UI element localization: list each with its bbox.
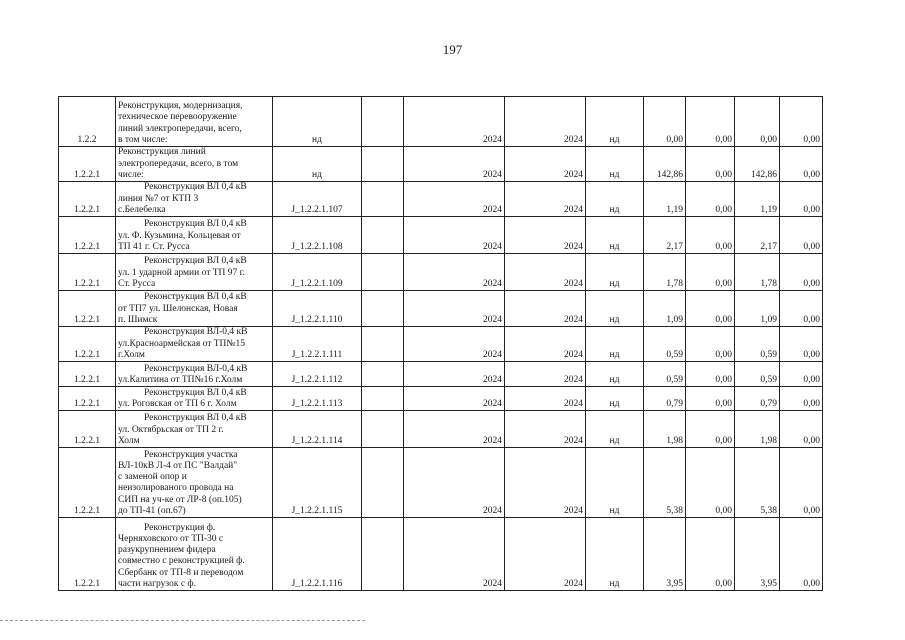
value-cell: 0,00 <box>780 362 823 387</box>
table-row <box>59 182 823 217</box>
description-line: ул. Октябрьская от ТП 2 г. <box>118 424 224 435</box>
empty-cell <box>362 97 404 147</box>
description-line: ул. 1 ударной армии от ТП 97 г. <box>118 267 245 278</box>
value-cell: 1,98 <box>644 411 686 448</box>
table-row <box>59 97 823 147</box>
value-cell: 0,79 <box>735 387 780 411</box>
value-cell: 0,00 <box>644 97 686 147</box>
value-cell: 0,00 <box>780 291 823 327</box>
value-cell: 0,00 <box>686 387 735 411</box>
value-cell: 0,00 <box>686 254 735 291</box>
description-line: с заменой опор и <box>118 472 187 483</box>
indicator-cell: нд <box>586 97 644 147</box>
table-row <box>59 327 823 362</box>
table-row <box>59 387 823 411</box>
value-cell: 0,59 <box>644 327 686 362</box>
table-row <box>59 217 823 254</box>
empty-cell <box>362 254 404 291</box>
table-row <box>59 448 823 518</box>
indicator-cell: нд <box>586 448 644 518</box>
description-line: Реконструкция ф. <box>144 522 216 533</box>
description-line: совместно с реконструкцией ф. <box>118 556 245 567</box>
description-line: ВЛ-10кВ Л-4 от ПС "Валдай" <box>118 460 238 471</box>
start-year-cell: 2024 <box>404 182 505 217</box>
description-cell <box>116 448 273 518</box>
row-number-cell: 1.2.2.1 <box>59 291 116 327</box>
description-cell <box>116 217 273 254</box>
row-number-cell: 1.2.2.1 <box>59 182 116 217</box>
description-line: в том числе: <box>118 134 168 145</box>
description-cell <box>116 362 273 387</box>
end-year-cell: 2024 <box>505 291 586 327</box>
description-line: ул. Роговская от ТП 6 г. Холм <box>118 398 237 409</box>
value-cell: 0,00 <box>686 147 735 182</box>
table-row <box>59 291 823 327</box>
description-line: Сбербанк от ТП-8 и переводом <box>118 567 244 578</box>
table-body <box>59 97 823 591</box>
description-line: Реконструкция участка <box>144 449 238 460</box>
project-code-cell: J_1.2.2.1.108 <box>273 217 362 254</box>
indicator-cell: нд <box>586 291 644 327</box>
footer-scan-line <box>0 620 365 622</box>
description-line: Реконструкция ВЛ 0,4 кВ <box>144 182 247 193</box>
value-cell: 0,00 <box>686 182 735 217</box>
value-cell: 0,00 <box>780 217 823 254</box>
end-year-cell: 2024 <box>505 411 586 448</box>
empty-cell <box>362 362 404 387</box>
description-line: разукрупнением фидера <box>118 545 216 556</box>
start-year-cell: 2024 <box>404 362 505 387</box>
project-code-cell: нд <box>273 97 362 147</box>
table-row <box>59 518 823 591</box>
table-row <box>59 147 823 182</box>
indicator-cell: нд <box>586 411 644 448</box>
row-number-cell: 1.2.2.1 <box>59 518 116 591</box>
project-code-cell: J_1.2.2.1.110 <box>273 291 362 327</box>
description-cell <box>116 182 273 217</box>
row-number-cell: 1.2.2.1 <box>59 448 116 518</box>
start-year-cell: 2024 <box>404 518 505 591</box>
description-line: Черняховского от ТП-30 с <box>118 533 224 544</box>
row-number-cell: 1.2.2 <box>59 97 116 147</box>
end-year-cell: 2024 <box>505 254 586 291</box>
row-number-cell: 1.2.2.1 <box>59 254 116 291</box>
description-line: Холм <box>118 435 140 446</box>
end-year-cell: 2024 <box>505 518 586 591</box>
description-line: ул. Ф. Кузьмина, Кольцевая от <box>118 230 241 241</box>
value-cell: 0,00 <box>780 411 823 448</box>
value-cell: 0,00 <box>686 411 735 448</box>
row-number-cell: 1.2.2.1 <box>59 362 116 387</box>
value-cell: 2,17 <box>644 217 686 254</box>
description-cell <box>116 291 273 327</box>
indicator-cell: нд <box>586 327 644 362</box>
value-cell: 0,00 <box>686 97 735 147</box>
indicator-cell: нд <box>586 147 644 182</box>
value-cell: 0,00 <box>780 254 823 291</box>
value-cell: 3,95 <box>735 518 780 591</box>
description-line: Реконструкция ВЛ 0,4 кВ <box>144 256 247 267</box>
description-cell <box>116 97 273 147</box>
description-line: с.Белебелка <box>118 204 166 215</box>
value-cell: 0,00 <box>686 327 735 362</box>
table-row <box>59 254 823 291</box>
empty-cell <box>362 448 404 518</box>
start-year-cell: 2024 <box>404 147 505 182</box>
description-line: Реконструкция, модернизация, <box>118 101 243 112</box>
end-year-cell: 2024 <box>505 327 586 362</box>
description-line: электропередачи, всего, в том <box>118 158 239 169</box>
project-code-cell: J_1.2.2.1.112 <box>273 362 362 387</box>
description-cell <box>116 387 273 411</box>
empty-cell <box>362 217 404 254</box>
empty-cell <box>362 518 404 591</box>
description-cell <box>116 411 273 448</box>
description-line: линия №7 от КТП 3 <box>118 193 199 204</box>
description-line: г.Холм <box>118 349 145 360</box>
description-line: части нагрузок с ф. <box>118 578 196 589</box>
value-cell: 0,00 <box>780 518 823 591</box>
project-code-cell: J_1.2.2.1.116 <box>273 518 362 591</box>
description-line: СИП на уч-ке от ЛР-8 (оп.105) <box>118 494 242 505</box>
project-code-cell: J_1.2.2.1.114 <box>273 411 362 448</box>
empty-cell <box>362 327 404 362</box>
description-line: техническое перевооружение <box>118 112 237 123</box>
start-year-cell: 2024 <box>404 448 505 518</box>
description-line: ул.Красноармейская от ТП№15 <box>118 338 245 349</box>
indicator-cell: нд <box>586 182 644 217</box>
project-code-cell: J_1.2.2.1.115 <box>273 448 362 518</box>
row-number-cell: 1.2.2.1 <box>59 387 116 411</box>
description-line: линий электропередачи, всего, <box>118 123 242 134</box>
end-year-cell: 2024 <box>505 182 586 217</box>
description-line: Реконструкция ВЛ 0,4 кВ <box>144 387 247 398</box>
page-number: 197 <box>442 42 463 57</box>
value-cell: 0,00 <box>780 182 823 217</box>
project-code-cell: J_1.2.2.1.107 <box>273 182 362 217</box>
value-cell: 1,98 <box>735 411 780 448</box>
value-cell: 1,09 <box>644 291 686 327</box>
table-row <box>59 362 823 387</box>
value-cell: 1,19 <box>644 182 686 217</box>
description-cell <box>116 147 273 182</box>
empty-cell <box>362 182 404 217</box>
value-cell: 3,95 <box>644 518 686 591</box>
description-line: Реконструкция ВЛ-0,4 кВ <box>144 363 248 374</box>
value-cell: 0,00 <box>780 387 823 411</box>
table-row <box>59 411 823 448</box>
description-line: Реконструкция ВЛ-0,4 кВ <box>144 327 248 338</box>
start-year-cell: 2024 <box>404 411 505 448</box>
description-line: числе: <box>118 169 144 180</box>
value-cell: 0,00 <box>686 448 735 518</box>
description-line: п. Шимск <box>118 314 158 325</box>
description-line: ТП 41 г. Ст. Русса <box>118 241 190 252</box>
description-cell <box>116 254 273 291</box>
value-cell: 0,00 <box>686 217 735 254</box>
indicator-cell: нд <box>586 362 644 387</box>
start-year-cell: 2024 <box>404 97 505 147</box>
value-cell: 0,00 <box>780 327 823 362</box>
value-cell: 1,78 <box>644 254 686 291</box>
description-line: Ст. Русса <box>118 278 156 289</box>
start-year-cell: 2024 <box>404 327 505 362</box>
start-year-cell: 2024 <box>404 254 505 291</box>
value-cell: 0,59 <box>735 327 780 362</box>
start-year-cell: 2024 <box>404 217 505 254</box>
value-cell: 0,59 <box>644 362 686 387</box>
end-year-cell: 2024 <box>505 362 586 387</box>
description-line: от ТП7 ул. Шелонская, Новая <box>118 303 238 314</box>
value-cell: 5,38 <box>644 448 686 518</box>
empty-cell <box>362 387 404 411</box>
start-year-cell: 2024 <box>404 387 505 411</box>
empty-cell <box>362 291 404 327</box>
value-cell: 142,86 <box>735 147 780 182</box>
investment-program-table <box>58 96 823 591</box>
description-line: Реконструкция ВЛ 0,4 кВ <box>144 413 247 424</box>
description-line: ул.Калитина от ТП№16 г.Холм <box>118 374 243 385</box>
project-code-cell: J_1.2.2.1.109 <box>273 254 362 291</box>
project-code-cell: J_1.2.2.1.111 <box>273 327 362 362</box>
value-cell: 5,38 <box>735 448 780 518</box>
indicator-cell: нд <box>586 217 644 254</box>
empty-cell <box>362 147 404 182</box>
value-cell: 0,00 <box>686 291 735 327</box>
description-line: до ТП-41 (оп.67) <box>118 505 186 516</box>
value-cell: 0,00 <box>735 97 780 147</box>
end-year-cell: 2024 <box>505 97 586 147</box>
row-number-cell: 1.2.2.1 <box>59 147 116 182</box>
end-year-cell: 2024 <box>505 448 586 518</box>
value-cell: 0,79 <box>644 387 686 411</box>
empty-cell <box>362 411 404 448</box>
value-cell: 0,00 <box>780 147 823 182</box>
row-number-cell: 1.2.2.1 <box>59 217 116 254</box>
row-number-cell: 1.2.2.1 <box>59 411 116 448</box>
value-cell: 0,00 <box>780 448 823 518</box>
value-cell: 0,59 <box>735 362 780 387</box>
description-line: Реконструкция линий <box>118 147 206 158</box>
description-line: Реконструкция ВЛ 0,4 кВ <box>144 219 247 230</box>
description-line: Реконструкция ВЛ 0,4 кВ <box>144 292 247 303</box>
end-year-cell: 2024 <box>505 217 586 254</box>
value-cell: 0,00 <box>686 362 735 387</box>
description-line: неизолированого провода на <box>118 483 234 494</box>
project-code-cell: нд <box>273 147 362 182</box>
value-cell: 1,19 <box>735 182 780 217</box>
end-year-cell: 2024 <box>505 387 586 411</box>
row-number-cell: 1.2.2.1 <box>59 327 116 362</box>
value-cell: 1,09 <box>735 291 780 327</box>
value-cell: 142,86 <box>644 147 686 182</box>
indicator-cell: нд <box>586 518 644 591</box>
value-cell: 2,17 <box>735 217 780 254</box>
description-cell <box>116 327 273 362</box>
description-cell <box>116 518 273 591</box>
value-cell: 0,00 <box>686 518 735 591</box>
indicator-cell: нд <box>586 387 644 411</box>
end-year-cell: 2024 <box>505 147 586 182</box>
value-cell: 1,78 <box>735 254 780 291</box>
start-year-cell: 2024 <box>404 291 505 327</box>
value-cell: 0,00 <box>780 97 823 147</box>
project-code-cell: J_1.2.2.1.113 <box>273 387 362 411</box>
indicator-cell: нд <box>586 254 644 291</box>
